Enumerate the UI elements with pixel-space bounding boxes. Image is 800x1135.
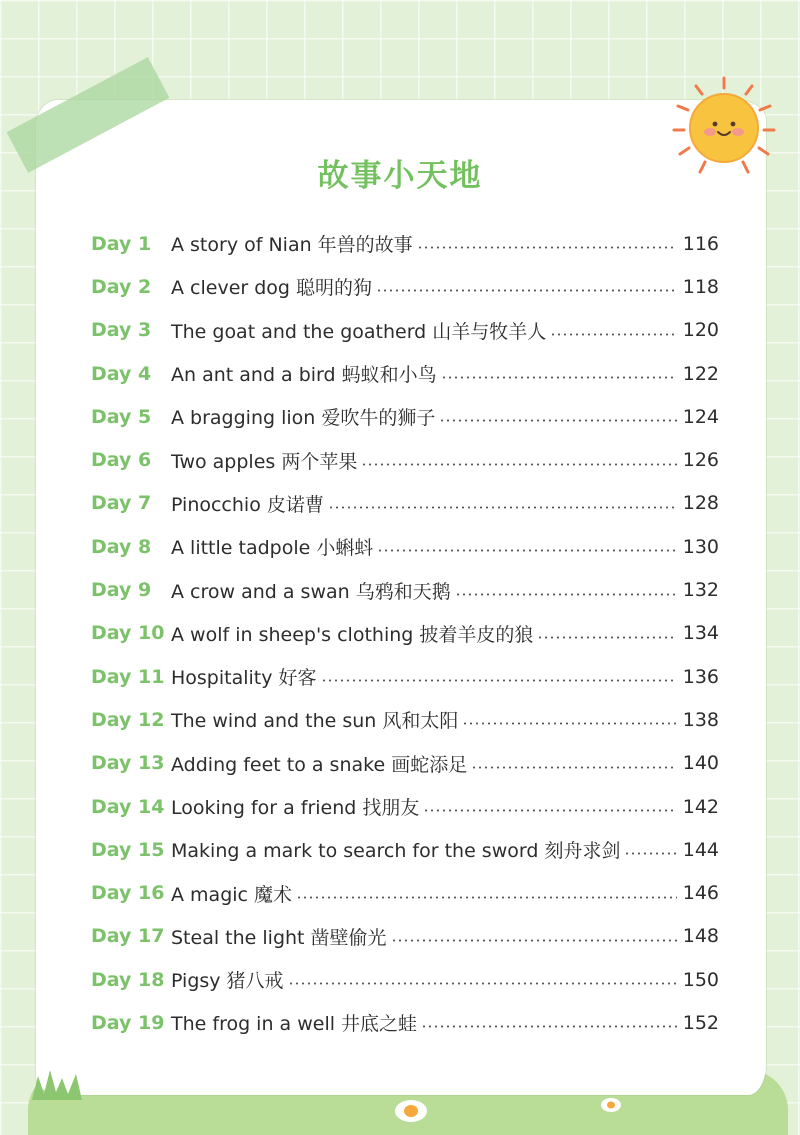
toc-dot-leader [377, 549, 677, 552]
toc-page-number: 126 [682, 449, 719, 472]
toc-entry[interactable] [91, 958, 719, 1001]
toc-dot-leader [288, 982, 677, 985]
toc-day-label: Day 5 [91, 405, 152, 428]
toc-story-title: Steal the light 凿壁偷光 [171, 926, 387, 949]
toc-page-number: 138 [682, 708, 719, 731]
toc-page-number: 140 [682, 752, 719, 775]
toc-dot-leader [361, 463, 677, 466]
toc-story-title: The frog in a well 井底之蛙 [171, 1013, 418, 1036]
toc-day-label: Day 14 [91, 795, 165, 818]
toc-entry[interactable] [91, 352, 719, 395]
toc-page-number: 120 [682, 319, 719, 342]
toc-page-number: 148 [682, 925, 719, 948]
toc-page-number: 116 [682, 232, 719, 255]
toc-entry[interactable] [91, 309, 719, 352]
toc-dot-leader [462, 722, 677, 725]
toc-day-label: Day 1 [91, 232, 152, 255]
toc-story-title: A bragging lion 爱吹牛的狮子 [171, 407, 436, 430]
toc-story-title: Two apples 两个苹果 [171, 450, 358, 473]
toc-entry[interactable] [91, 568, 719, 611]
toc-day-label: Day 15 [91, 838, 165, 861]
toc-dot-leader [417, 246, 677, 249]
grass-icon [30, 1066, 86, 1102]
toc-day-label: Day 9 [91, 579, 152, 602]
toc-page-number: 124 [682, 405, 719, 428]
toc-entry[interactable] [91, 265, 719, 308]
toc-story-title: A crow and a swan 乌鸦和天鹅 [171, 580, 451, 603]
toc-dot-leader [421, 1025, 677, 1028]
toc-story-title: A clever dog 聪明的狗 [171, 277, 373, 300]
toc-day-label: Day 3 [91, 319, 152, 342]
toc-dot-leader [537, 636, 677, 639]
toc-entry[interactable] [91, 395, 719, 438]
toc-day-label: Day 16 [91, 882, 165, 905]
toc-day-label: Day 17 [91, 925, 165, 948]
toc-page-number: 118 [682, 275, 719, 298]
page-title: 故事小天地 [317, 158, 483, 194]
toc-day-label: Day 4 [91, 362, 152, 385]
toc-page-number: 144 [682, 838, 719, 861]
toc-day-label: Day 7 [91, 492, 152, 515]
toc-day-label: Day 11 [91, 665, 165, 688]
toc-entry[interactable] [91, 698, 719, 741]
toc-story-title: Adding feet to a snake 画蛇添足 [171, 753, 468, 776]
toc-entry[interactable] [91, 871, 719, 914]
toc-dot-leader [391, 939, 677, 942]
table-of-contents [91, 222, 719, 1045]
toc-dot-leader [441, 376, 677, 379]
toc-page-number: 146 [682, 882, 719, 905]
toc-dot-leader [296, 896, 677, 899]
toc-entry[interactable] [91, 1001, 719, 1044]
toc-entry[interactable] [91, 612, 719, 655]
toc-story-title: A magic 魔术 [171, 883, 293, 906]
toc-story-title: An ant and a bird 蚂蚁和小鸟 [171, 364, 437, 387]
toc-dot-leader [624, 852, 677, 855]
toc-entry[interactable] [91, 438, 719, 481]
toc-dot-leader [550, 333, 677, 336]
toc-story-title: Hospitality 好客 [171, 667, 317, 690]
toc-story-title: Looking for a friend 找朋友 [171, 797, 420, 819]
toc-entry[interactable] [91, 655, 719, 698]
toc-entry[interactable] [91, 785, 719, 828]
toc-story-title: Pigsy 猪八戒 [171, 970, 284, 993]
toc-day-label: Day 8 [91, 535, 152, 558]
toc-story-title: The goat and the goatherd 山羊与牧羊人 [171, 320, 547, 343]
toc-day-label: Day 2 [91, 275, 152, 298]
toc-entry[interactable] [91, 222, 719, 265]
toc-entry[interactable] [91, 742, 719, 785]
toc-page-number: 136 [682, 665, 719, 688]
toc-page-number: 122 [682, 362, 719, 385]
toc-dot-leader [439, 419, 677, 422]
toc-page-number: 130 [682, 535, 719, 558]
toc-page-number: 134 [682, 622, 719, 645]
toc-dot-leader [471, 766, 677, 769]
toc-story-title: A wolf in sheep's clothing 披着羊皮的狼 [171, 623, 534, 646]
toc-dot-leader [328, 506, 677, 509]
toc-day-label: Day 10 [91, 622, 165, 645]
toc-page-number: 142 [682, 795, 719, 818]
toc-dot-leader [423, 809, 677, 812]
toc-entry[interactable] [91, 828, 719, 871]
toc-dot-leader [376, 289, 677, 292]
toc-day-label: Day 19 [91, 1011, 165, 1034]
flower-icon [600, 1096, 622, 1114]
flower-icon [394, 1098, 428, 1124]
toc-entry[interactable] [91, 915, 719, 958]
toc-day-label: Day 12 [91, 708, 165, 731]
toc-story-title: Making a mark to search for the sword 刻舟求剑 [171, 840, 621, 863]
toc-day-label: Day 13 [91, 752, 165, 775]
toc-entry[interactable] [91, 525, 719, 568]
toc-dot-leader [321, 679, 677, 682]
toc-story-title: The wind and the sun 风和太阳 [171, 710, 459, 733]
toc-story-title: A story of Nian 年兽的故事 [171, 234, 413, 257]
toc-day-label: Day 6 [91, 449, 152, 472]
toc-page-number: 132 [682, 579, 719, 602]
toc-dot-leader [455, 593, 677, 596]
toc-day-label: Day 18 [91, 968, 165, 991]
toc-entry[interactable] [91, 482, 719, 525]
toc-page-number: 150 [682, 968, 719, 991]
toc-story-title: A little tadpole 小蝌蚪 [171, 537, 374, 560]
toc-page-number: 152 [682, 1011, 719, 1034]
toc-story-title: Pinocchio 皮诺曹 [171, 493, 324, 516]
toc-page-number: 128 [682, 492, 719, 515]
